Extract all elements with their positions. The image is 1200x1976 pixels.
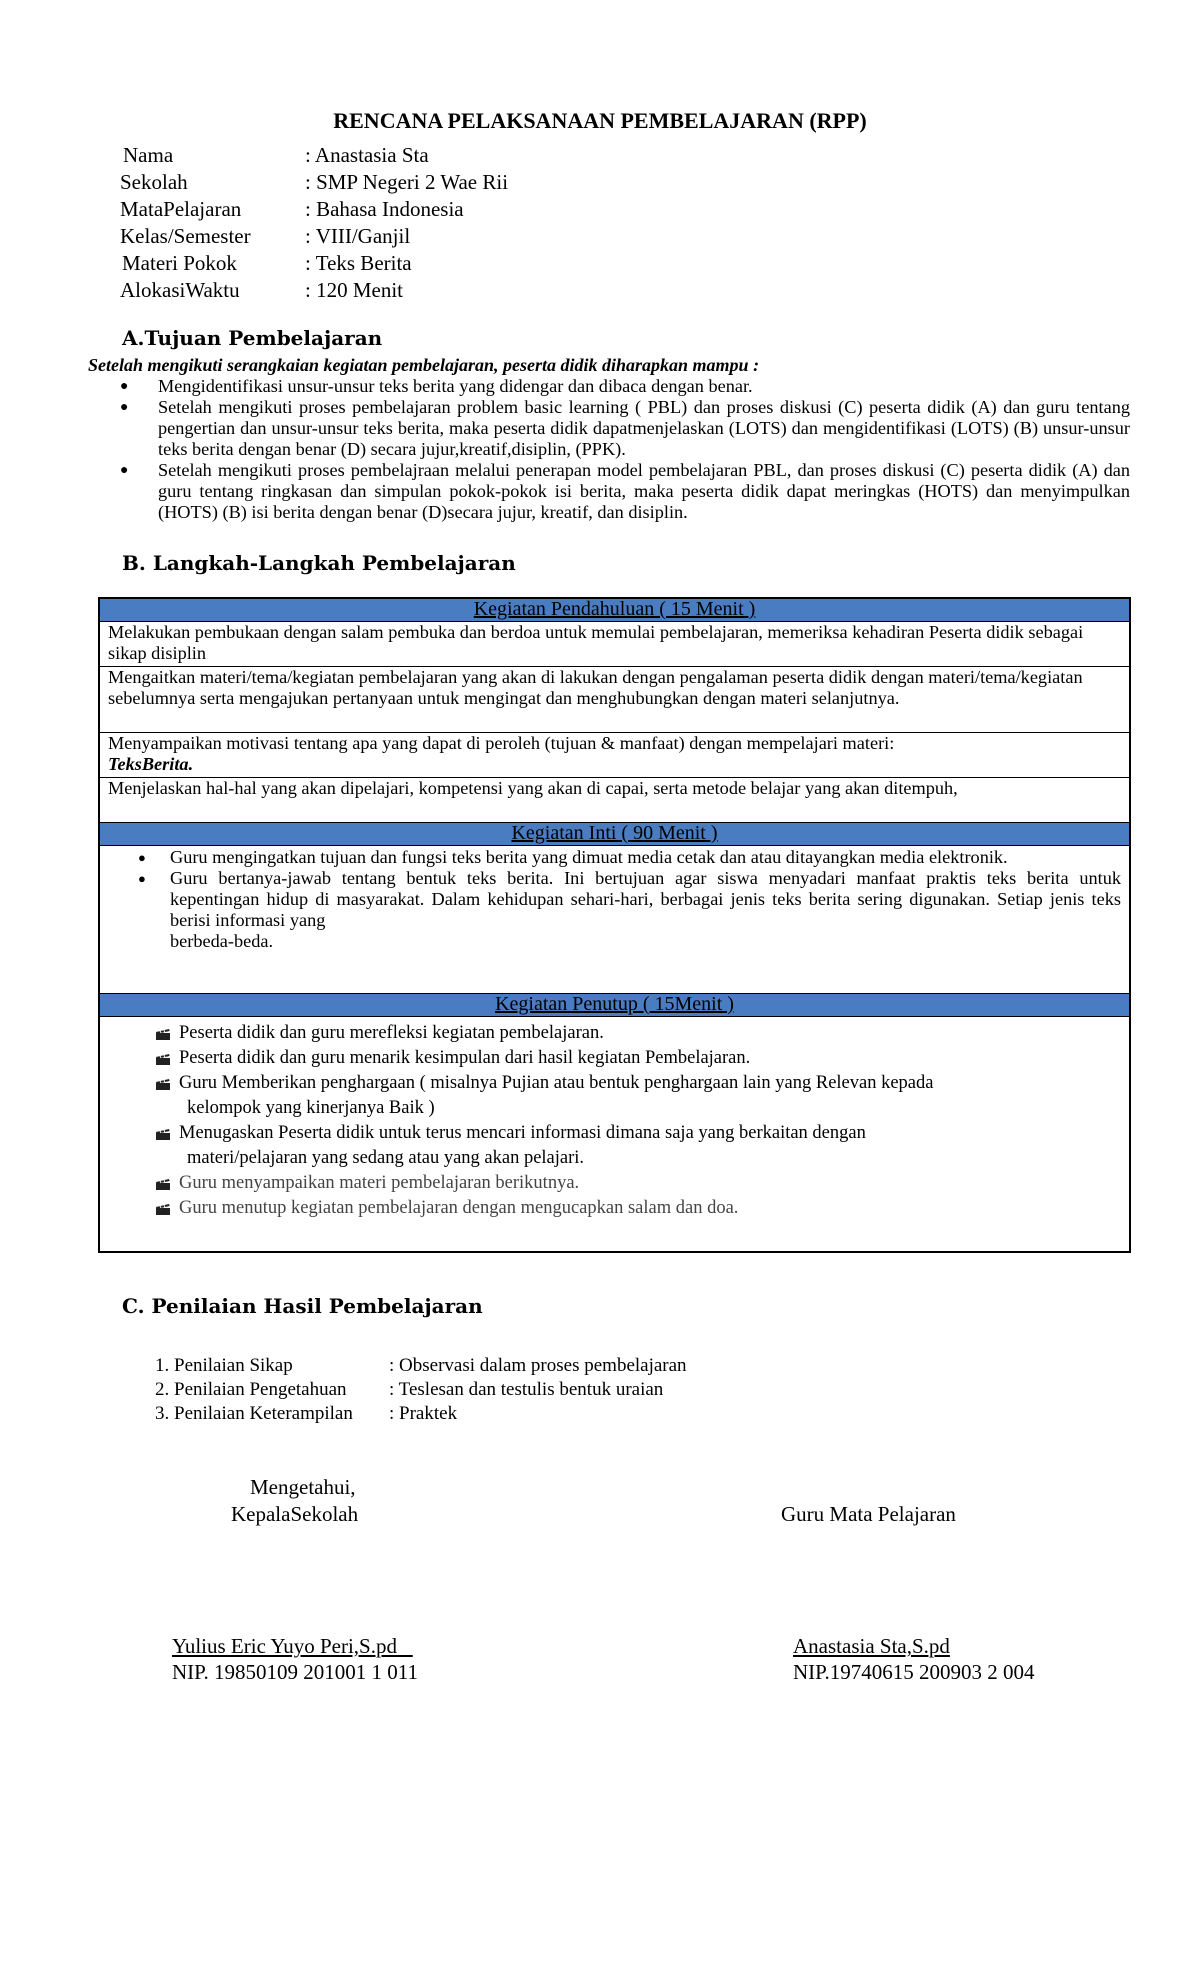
section-b-heading: B. Langkah-Langkah Pembelajaran: [122, 551, 516, 575]
item-text: Menugaskan Peserta didik untuk terus mencari informasi dimana saja yang berkaitan dengan: [179, 1123, 866, 1143]
identity-value: : Anastasia Sta: [305, 143, 429, 167]
item-text: Guru menutup kegiatan pembelajaran dengan mengucapkan salam dan doa.: [179, 1198, 739, 1218]
list-item: [118, 376, 1130, 397]
item-text: Guru Memberikan penghargaan ( misalnya Pujian atau bentuk penghargaan lain yang Relevan kepada: [179, 1073, 934, 1093]
pendahuluan-title: Kegiatan Pendahuluan ( 15 Menit ): [473, 598, 756, 620]
list-item: [118, 460, 1130, 523]
bullet-icon: [138, 868, 146, 889]
grading-label: 3. Penilaian Keterampilan: [155, 1403, 353, 1424]
clapperboard-icon: [156, 1029, 170, 1040]
objective-text: Mengidentifikasi unsur-unsur teks berita yang didengar dan dibaca dengan benar.: [158, 376, 753, 396]
item-text-continuation: kelompok yang kinerjanya Baik ): [187, 1098, 435, 1118]
section-a-heading: A.Tujuan Pembelajaran: [122, 326, 383, 350]
objectives-intro: Setelah mengikuti serangkaian kegiatan pembelajaran, peserta didik diharapkan mampu :: [88, 355, 760, 375]
identity-value: : SMP Negeri 2 Wae Rii: [305, 170, 509, 194]
principal-title: KepalaSekolah: [231, 1502, 359, 1526]
table-row: Melakukan pembukaan dengan salam pembuka dan berdoa untuk memulai pembelajaran, memeriksa kehadiran Peserta didik sebagai sikap disiplin: [99, 622, 1130, 667]
bullet-icon: [138, 847, 146, 868]
materi-emphasis: TeksBerita.: [108, 754, 194, 774]
teacher-nip: NIP.19740615 200903 2 004: [793, 1660, 1035, 1684]
item-text-continuation: materi/pelajaran yang sedang atau yang akan pelajari.: [187, 1148, 585, 1168]
clapperboard-icon: [156, 1204, 170, 1215]
item-text: Guru mengingatkan tujuan dan fungsi teks berita yang dimuat media cetak dan atau ditayangkan media elektronik.: [170, 847, 1008, 867]
list-item: [100, 868, 1123, 952]
pendahuluan-header: [99, 598, 1130, 622]
bullet-icon: [120, 376, 128, 397]
grading-value: : Praktek: [389, 1403, 458, 1424]
list-item: [100, 1021, 1129, 1046]
penutup-title: Kegiatan Penutup ( 15Menit ): [495, 993, 734, 1015]
list-item: [100, 1071, 1129, 1121]
list-item: [100, 1171, 1129, 1196]
document-title: RENCANA PELAKSANAAN PEMBELAJARAN (RPP): [333, 108, 867, 133]
item-text: Peserta didik dan guru merefleksi kegiatan pembelajaran.: [179, 1023, 604, 1043]
grading-label: 2. Penilaian Pengetahuan: [155, 1379, 347, 1400]
identity-label: Materi Pokok: [122, 251, 237, 275]
principal-nip: NIP. 19850109 201001 1 011: [172, 1660, 418, 1684]
penutup-header: [99, 994, 1130, 1017]
identity-value: : 120 Menit: [305, 278, 403, 302]
section-c-heading: C. Penilaian Hasil Pembelajaran: [122, 1294, 483, 1318]
inti-content: [99, 846, 1130, 994]
row-text: Menyampaikan motivasi tentang apa yang dapat di peroleh (tujuan & manfaat) dengan mempelajari materi:: [108, 733, 895, 753]
bullet-icon: [120, 460, 128, 481]
clapperboard-icon: [156, 1179, 170, 1190]
identity-label: MataPelajaran: [120, 197, 242, 221]
table-row: Menjelaskan hal-hal yang akan dipelajari, kompetensi yang akan di capai, serta metode belajar yang akan ditempuh,: [99, 778, 1130, 823]
list-item: [100, 1046, 1129, 1071]
teacher-name: Anastasia Sta,S.pd: [793, 1634, 950, 1658]
list-item: [100, 1196, 1129, 1221]
clapperboard-icon: [156, 1079, 170, 1090]
inti-header: [99, 823, 1130, 846]
grading-value: : Teslesan dan testulis bentuk uraian: [389, 1379, 664, 1400]
item-text-tail: berbeda-beda.: [170, 931, 274, 951]
grading-value: : Observasi dalam proses pembelajaran: [389, 1355, 687, 1376]
identity-label: Kelas/Semester: [120, 224, 251, 248]
inti-title: Kegiatan Inti ( 90 Menit ): [511, 822, 718, 844]
inti-list: [100, 847, 1123, 952]
identity-value: : Teks Berita: [305, 251, 412, 275]
clapperboard-icon: [156, 1129, 170, 1140]
principal-name: [172, 1634, 413, 1659]
learning-steps-table: [98, 597, 1131, 1253]
item-text: Peserta didik dan guru menarik kesimpulan dari hasil kegiatan Pembelajaran.: [179, 1048, 751, 1068]
penutup-list: [100, 1017, 1129, 1251]
list-item: [100, 1121, 1129, 1171]
acknowledgement-label: Mengetahui,: [250, 1475, 356, 1499]
table-row: [99, 733, 1130, 778]
objective-text: Setelah mengikuti proses pembelajaran problem basic learning ( PBL) dan proses diskusi (C) peserta didik (A) dan guru tentang pengertian dan unsur-unsur teks berita, maka peserta didik dapatmenjelaskan (LOTS) dan mengidentifikasi (LOTS) (B) unsur-unsur teks berita dengan benar (D) secara jujur,kreatif,disiplin, (PPK).: [158, 397, 1130, 459]
list-item: [118, 397, 1130, 460]
bullet-icon: [120, 397, 128, 418]
identity-label: AlokasiWaktu: [120, 278, 240, 302]
objective-text: Setelah mengikuti proses pembelajraan melalui penerapan model pembelajaran PBL, dan proses diskusi (C) peserta didik (A) dan guru tentang ringkasan dan simpulan pokok-pokok isi berita, maka peserta didik dapat meringkas (HOTS) dan menyimpulkan (HOTS) (B) isi berita dengan benar (D)secara jujur, kreatif, dan disiplin.: [158, 460, 1130, 522]
list-item: [100, 847, 1123, 868]
objectives-list: [118, 376, 1130, 523]
principal-name-text: Yulius Eric Yuyo Peri,S.pd: [172, 1634, 397, 1658]
item-text: Guru menyampaikan materi pembelajaran berikutnya.: [179, 1173, 580, 1193]
teacher-title: Guru Mata Pelajaran: [781, 1502, 956, 1526]
clapperboard-icon: [156, 1054, 170, 1065]
table-row: Mengaitkan materi/tema/kegiatan pembelajaran yang akan di lakukan dengan pengalaman peserta didik dengan materi/tema/kegiatan sebelumnya serta mengajukan pertanyaan untuk mengingat dan menghubungkan dengan materi selanjutnya.: [99, 667, 1130, 733]
grading-label: 1. Penilaian Sikap: [155, 1355, 293, 1376]
penutup-content: [99, 1017, 1130, 1253]
identity-value: : Bahasa Indonesia: [305, 197, 464, 221]
identity-label: Nama: [123, 143, 174, 167]
identity-label: Sekolah: [120, 170, 188, 194]
identity-value: : VIII/Ganjil: [305, 224, 411, 248]
item-text: Guru bertanya-jawab tentang bentuk teks berita. Ini bertujuan agar siswa menyadari manfaat praktis teks berita untuk kepentingan hidup di masyarakat. Dalam kehidupan sehari-hari, berbagai jenis teks berita sering digunakan. Setiap jenis teks berisi informasi yang: [170, 868, 1121, 930]
